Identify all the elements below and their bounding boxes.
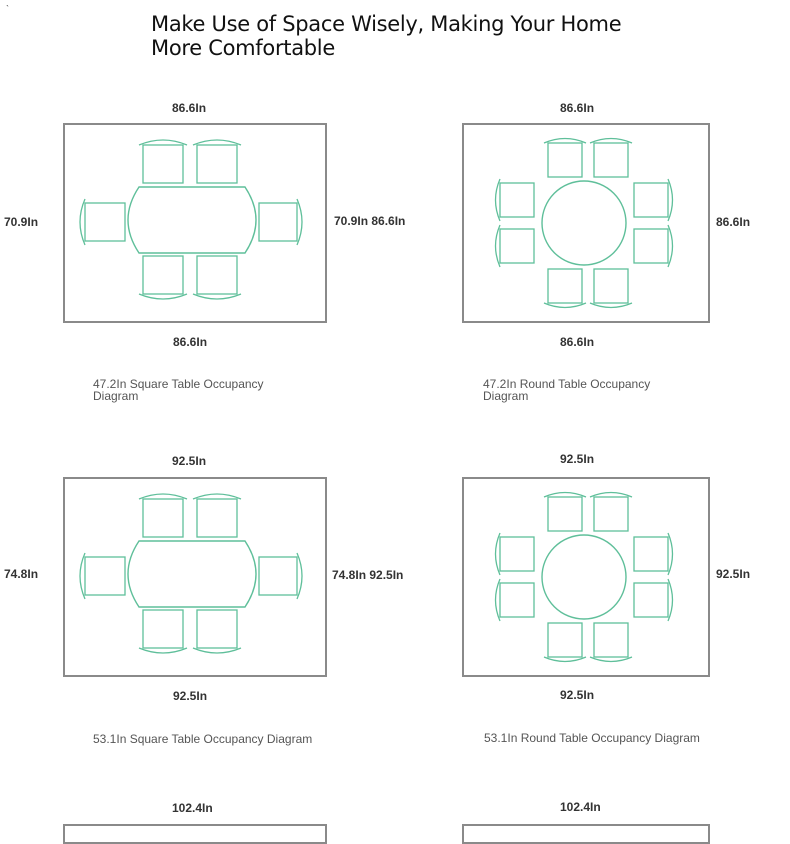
d3-bottom-dimension: 92.5In bbox=[173, 689, 208, 703]
d3-caption: 53.1In Square Table Occupancy Diagram bbox=[93, 732, 313, 746]
d3-right-dimension: 74.8In 92.5In bbox=[332, 568, 404, 582]
d1-left-dimension: 70.9In bbox=[4, 215, 39, 229]
d2-round-table-layout bbox=[462, 123, 710, 323]
page-title: Make Use of Space Wisely, Making Your Home More Comfortable bbox=[151, 12, 622, 60]
d3-top-dimension: 92.5In bbox=[172, 454, 207, 468]
d1-right-dimension: 70.9In 86.6In bbox=[334, 214, 406, 228]
d3-oval-table-layout bbox=[63, 477, 327, 677]
d4-caption: 53.1In Round Table Occupancy Diagram bbox=[484, 731, 700, 745]
d1-caption: 47.2In Square Table Occupancy Diagram bbox=[93, 377, 264, 403]
d4-top-dimension: 92.5In bbox=[560, 452, 595, 466]
corner-mark: ` bbox=[6, 4, 9, 14]
d2-right-dimension: 86.6In bbox=[716, 215, 751, 229]
d4-right-dimension: 92.5In bbox=[716, 567, 751, 581]
d1-oval-table-layout bbox=[63, 123, 327, 323]
d1-bottom-dimension: 86.6In bbox=[173, 335, 208, 349]
d5-top-dimension: 102.4In bbox=[172, 801, 213, 815]
d2-caption: 47.2In Round Table Occupancy Diagram bbox=[483, 377, 651, 403]
d2-top-dimension: 86.6In bbox=[560, 101, 595, 115]
d3-left-dimension: 74.8In bbox=[4, 567, 39, 581]
d4-bottom-dimension: 92.5In bbox=[560, 688, 595, 702]
d5-room-outline bbox=[63, 824, 327, 844]
d2-bottom-dimension: 86.6In bbox=[560, 335, 595, 349]
d6-room-outline bbox=[462, 824, 710, 844]
d4-round-table-layout bbox=[462, 477, 710, 677]
d1-top-dimension: 86.6In bbox=[172, 101, 207, 115]
d6-top-dimension: 102.4In bbox=[560, 800, 601, 814]
